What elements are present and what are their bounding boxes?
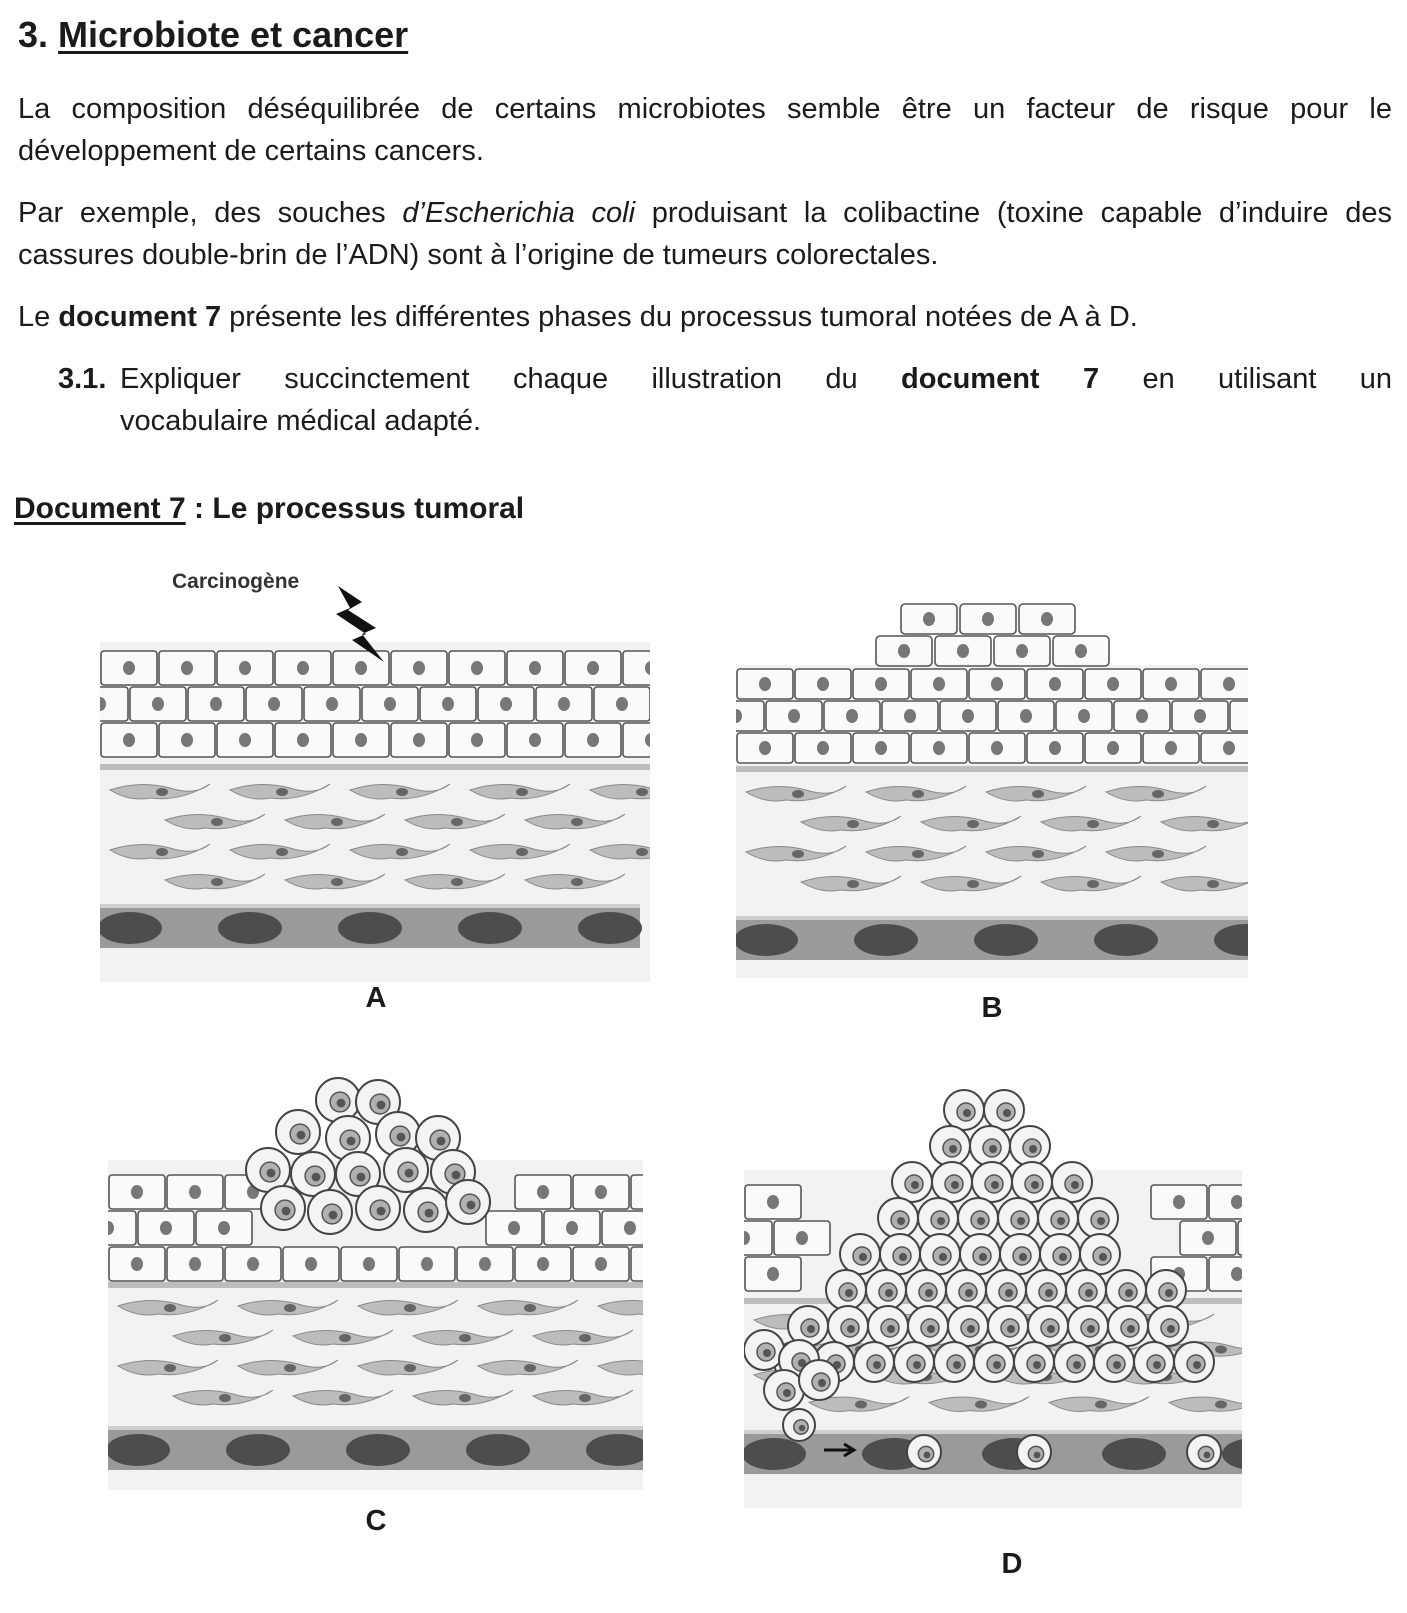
fibroblast-nucleus <box>571 818 583 826</box>
red-blood-cell <box>218 912 282 944</box>
fibroblast-nucleus <box>1087 880 1099 888</box>
cell-nucleus <box>413 661 425 675</box>
red-blood-cell <box>744 1438 806 1470</box>
question-number: 3.1. <box>58 363 107 395</box>
cell-nucleus <box>1136 709 1148 723</box>
hyperplasia-cells <box>876 604 1109 666</box>
epithelium-layer <box>100 651 650 757</box>
cell-nucleus <box>595 1185 607 1199</box>
tumor-cell-nucleus <box>297 1131 306 1140</box>
cell-nucleus <box>759 741 771 755</box>
fibroblast-nucleus <box>339 1334 351 1342</box>
cell-nucleus <box>471 661 483 675</box>
cell-nucleus <box>1107 741 1119 755</box>
cell-nucleus <box>160 1221 172 1235</box>
cell-nucleus <box>413 733 425 747</box>
cell-nucleus <box>218 1221 230 1235</box>
fibroblast-nucleus <box>855 1401 867 1409</box>
tumor-cell-nucleus <box>847 1325 855 1333</box>
cell-nucleus <box>1049 741 1061 755</box>
cell-nucleus <box>595 1257 607 1271</box>
tumor-cell-nucleus <box>1127 1325 1135 1333</box>
tumor-cell-nucleus <box>1071 1181 1079 1189</box>
cell-nucleus <box>875 677 887 691</box>
cell-nucleus <box>1075 644 1087 658</box>
epithelial-cell <box>602 1211 643 1245</box>
fibroblast-nucleus <box>1032 790 1044 798</box>
cell-nucleus <box>479 1257 491 1271</box>
cell-nucleus <box>875 741 887 755</box>
illustration-d-drawing <box>744 1080 1242 1508</box>
panel-label-b: B <box>981 992 1003 1024</box>
fibroblast-nucleus <box>219 1334 231 1342</box>
tumor-cell-nucleus <box>1034 1452 1041 1459</box>
fibroblast-nucleus <box>276 848 288 856</box>
tumor-cell-nucleus <box>913 1361 921 1369</box>
tumor-cell-nucleus <box>963 1109 971 1117</box>
red-blood-cell <box>466 1434 530 1466</box>
fibroblast-nucleus <box>1215 1401 1227 1409</box>
tumor-cell-nucleus <box>845 1289 853 1297</box>
fibroblast-nucleus <box>459 1394 471 1402</box>
fibroblast-nucleus <box>404 1304 416 1312</box>
paragraph-3-start: Le <box>18 301 59 333</box>
vessel-edge <box>108 1426 643 1430</box>
cell-nucleus <box>846 709 858 723</box>
tumor-cell-nucleus <box>1017 1217 1025 1225</box>
cell-nucleus <box>537 1257 549 1271</box>
tumor-cell-nucleus <box>967 1325 975 1333</box>
tumor-cell-nucleus <box>911 1181 919 1189</box>
fibroblast-nucleus <box>284 1304 296 1312</box>
tumor-cell-nucleus <box>799 1425 805 1431</box>
tumor-cell-nucleus <box>1007 1325 1015 1333</box>
paragraph-2-end: produisant la colibactine (toxine capable d’induire des cassures double-brin de l’ADN) sont à l’origine de tumeurs colorectales. <box>18 197 1392 271</box>
cell-nucleus <box>131 1185 143 1199</box>
cell-nucleus <box>788 709 800 723</box>
fibroblast-nucleus <box>1152 850 1164 858</box>
blood-vessel <box>108 1426 643 1470</box>
paragraph-2 <box>18 192 1392 276</box>
cell-nucleus <box>363 1257 375 1271</box>
epithelial-cell <box>1230 701 1248 731</box>
question-line-1 <box>120 358 1392 400</box>
cell-nucleus <box>384 697 396 711</box>
fibroblast-nucleus <box>516 788 528 796</box>
cell-nucleus <box>239 661 251 675</box>
cell-nucleus <box>1223 741 1235 755</box>
fibroblast-nucleus <box>847 820 859 828</box>
fibroblast-nucleus <box>451 878 463 886</box>
fibroblast-nucleus <box>331 878 343 886</box>
fibroblast-nucleus <box>156 848 168 856</box>
question-line-1-end: en utilisant un <box>1099 363 1393 395</box>
tumor-cell-nucleus <box>1005 1289 1013 1297</box>
cell-nucleus <box>529 661 541 675</box>
cell-nucleus <box>123 733 135 747</box>
cell-nucleus <box>933 741 945 755</box>
fibroblast-nucleus <box>524 1304 536 1312</box>
tumor-cell-nucleus <box>807 1325 815 1333</box>
fibroblast-nucleus <box>967 880 979 888</box>
red-blood-cell <box>458 912 522 944</box>
tumor-cell-nucleus <box>1031 1181 1039 1189</box>
tumor-cell-nucleus <box>965 1289 973 1297</box>
fibroblast-nucleus <box>1087 820 1099 828</box>
tumor-cell-nucleus <box>924 1452 931 1459</box>
tumor-cell-nucleus <box>818 1379 826 1387</box>
vessel-edge <box>100 904 640 908</box>
cell-nucleus <box>189 1257 201 1271</box>
cell-nucleus <box>529 733 541 747</box>
tumor-cell-nucleus <box>991 1181 999 1189</box>
document-label: Document 7 <box>14 492 186 525</box>
document-title-text: Le processus tumoral <box>212 492 525 525</box>
vessel-edge <box>744 1430 1242 1434</box>
paragraph-2-start: Par exemple, des souches <box>18 197 403 229</box>
red-blood-cell <box>1094 924 1158 956</box>
red-blood-cell <box>974 924 1038 956</box>
fibroblast-nucleus <box>579 1334 591 1342</box>
tumor-cell-nucleus <box>1029 1145 1037 1153</box>
fibroblast-nucleus <box>524 1364 536 1372</box>
cell-nucleus <box>991 677 1003 691</box>
cell-nucleus <box>1165 677 1177 691</box>
illustration-a <box>100 562 650 982</box>
tumor-cell-nucleus <box>282 1207 291 1216</box>
cell-nucleus <box>1020 709 1032 723</box>
section-number: 3. <box>18 14 49 55</box>
tumor-cell-nucleus <box>1073 1361 1081 1369</box>
cell-nucleus <box>767 1267 779 1281</box>
fibroblast-nucleus <box>331 818 343 826</box>
tumor-cell-nucleus <box>953 1361 961 1369</box>
cell-nucleus <box>131 1257 143 1271</box>
epithelial-cell <box>1238 1221 1242 1255</box>
fibroblast-nucleus <box>1152 790 1164 798</box>
red-blood-cell <box>578 912 642 944</box>
tumor-cell-nucleus <box>899 1253 907 1261</box>
tumor-cell-nucleus <box>927 1325 935 1333</box>
cell-nucleus <box>1223 677 1235 691</box>
fibroblast-nucleus <box>1207 820 1219 828</box>
fibroblast-nucleus <box>164 1304 176 1312</box>
tumor-cell-nucleus <box>993 1361 1001 1369</box>
question-document-reference: document 7 <box>901 363 1100 395</box>
paragraph-1: La composition déséquilibrée de certains microbiotes semble être un facteur de risque pour le développement de certains cancers. <box>18 93 1392 167</box>
document-reference: document 7 <box>58 301 222 333</box>
cell-nucleus <box>442 697 454 711</box>
fibroblast-nucleus <box>579 1394 591 1402</box>
cell-nucleus <box>305 1257 317 1271</box>
tumor-cell-nucleus <box>937 1217 945 1225</box>
fibroblast-nucleus <box>396 848 408 856</box>
cell-nucleus <box>1078 709 1090 723</box>
tumor-cell-nucleus <box>347 1137 356 1146</box>
cell-nucleus <box>923 612 935 626</box>
cell-nucleus <box>587 733 599 747</box>
question-line-2: vocabulaire médical adapté. <box>120 405 482 437</box>
red-blood-cell <box>854 924 918 956</box>
tumor-cell-nucleus <box>763 1349 771 1357</box>
fibroblast-nucleus <box>912 790 924 798</box>
tumor-cell-nucleus <box>897 1217 905 1225</box>
red-blood-cell <box>100 912 162 944</box>
fibroblast-nucleus <box>156 788 168 796</box>
cell-nucleus <box>239 733 251 747</box>
tumor-cell-nucleus <box>357 1173 366 1182</box>
fibroblast-nucleus <box>339 1394 351 1402</box>
fibroblast-nucleus <box>847 880 859 888</box>
fibroblast-nucleus <box>792 850 804 858</box>
tumor-cell-nucleus <box>1099 1253 1107 1261</box>
tumor-cell-nucleus <box>1167 1325 1175 1333</box>
vessel-edge <box>736 916 1248 920</box>
panel-label-c: C <box>365 1505 387 1537</box>
red-blood-cell <box>226 1434 290 1466</box>
cell-nucleus <box>1107 677 1119 691</box>
tumor-cell-nucleus <box>425 1209 434 1218</box>
tumor-cell-nucleus <box>979 1253 987 1261</box>
tumor-cell-nucleus <box>467 1201 476 1210</box>
cell-nucleus <box>1194 709 1206 723</box>
tumor-cell-nucleus <box>885 1289 893 1297</box>
red-blood-cell <box>108 1434 170 1466</box>
blood-vessel <box>736 916 1248 960</box>
tumor-cell-nucleus <box>873 1361 881 1369</box>
cell-nucleus <box>933 677 945 691</box>
cell-nucleus <box>355 661 367 675</box>
cell-nucleus <box>326 697 338 711</box>
tumor-cell-nucleus <box>437 1137 446 1146</box>
cell-nucleus <box>421 1257 433 1271</box>
fibroblast-nucleus <box>284 1364 296 1372</box>
cell-nucleus <box>471 733 483 747</box>
species-name: d’Escherichia coli <box>402 197 636 229</box>
cell-nucleus <box>982 612 994 626</box>
fibroblast-nucleus <box>219 1394 231 1402</box>
tumor-cell-nucleus <box>989 1145 997 1153</box>
illustration-b <box>736 570 1248 978</box>
illustration-c-drawing <box>108 1070 643 1490</box>
tumor-cell-nucleus <box>783 1389 791 1397</box>
cell-nucleus <box>181 661 193 675</box>
epithelial-cell <box>631 1175 643 1209</box>
cell-nucleus <box>355 733 367 747</box>
cell-nucleus <box>566 1221 578 1235</box>
section-title-text: Microbiote et cancer <box>58 14 409 55</box>
tumor-cell-nucleus <box>1165 1289 1173 1297</box>
cell-nucleus <box>991 741 1003 755</box>
question-line-1-start: Expliquer succinctement chaque illustration du <box>120 363 902 395</box>
red-blood-cell <box>346 1434 410 1466</box>
fibroblast-nucleus <box>1095 1401 1107 1409</box>
illustration-b-drawing <box>736 570 1248 978</box>
panel-label-a: A <box>365 982 387 1014</box>
cell-nucleus <box>181 733 193 747</box>
red-blood-cell <box>338 912 402 944</box>
cell-nucleus <box>957 644 969 658</box>
tumor-cell-nucleus <box>1097 1217 1105 1225</box>
cell-nucleus <box>817 677 829 691</box>
tumor-cell-nucleus <box>1057 1217 1065 1225</box>
cell-nucleus <box>297 661 309 675</box>
fibroblast-nucleus <box>211 818 223 826</box>
question-3-1 <box>58 358 1392 442</box>
tumor-cell-nucleus <box>1204 1452 1211 1459</box>
tumor-cell-nucleus <box>377 1101 386 1110</box>
illustration-c <box>108 1070 643 1490</box>
fibroblast-nucleus <box>211 878 223 886</box>
cell-nucleus <box>268 697 280 711</box>
tumor-cell-nucleus <box>1087 1325 1095 1333</box>
fibroblast-nucleus <box>164 1364 176 1372</box>
tumor-cell-nucleus <box>977 1217 985 1225</box>
fibroblast-nucleus <box>516 848 528 856</box>
cell-nucleus <box>904 709 916 723</box>
cell-nucleus <box>624 1221 636 1235</box>
tumor-cells <box>246 1078 490 1234</box>
panel-label-d: D <box>1001 1548 1023 1580</box>
illustration-d <box>744 1080 1242 1508</box>
cell-nucleus <box>1016 644 1028 658</box>
tumor-cell-nucleus <box>337 1099 346 1108</box>
carcinogen-label: Carcinogène <box>172 570 300 593</box>
cell-nucleus <box>1049 677 1061 691</box>
cell-nucleus <box>558 697 570 711</box>
cell-nucleus <box>1165 741 1177 755</box>
tumor-cell-nucleus <box>397 1133 406 1142</box>
tumor-cell-nucleus <box>452 1171 461 1180</box>
tumor-cell-nucleus <box>1059 1253 1067 1261</box>
illustration-a-drawing <box>100 562 650 982</box>
cell-nucleus <box>189 1185 201 1199</box>
tumor-cell-nucleus <box>951 1181 959 1189</box>
cell-nucleus <box>247 1257 259 1271</box>
cell-nucleus <box>1041 612 1053 626</box>
cell-nucleus <box>898 644 910 658</box>
cell-nucleus <box>123 661 135 675</box>
tumor-cell-nucleus <box>377 1207 386 1216</box>
tumor-cell-nucleus <box>859 1253 867 1261</box>
fibroblast-nucleus <box>1032 850 1044 858</box>
tumor-cell-nucleus <box>405 1169 414 1178</box>
cell-nucleus <box>1173 1195 1185 1209</box>
tumor-cell-nucleus <box>1047 1325 1055 1333</box>
tumor-cell-nucleus <box>1193 1361 1201 1369</box>
cell-nucleus <box>537 1185 549 1199</box>
fibroblast-nucleus <box>459 1334 471 1342</box>
cell-nucleus <box>508 1221 520 1235</box>
tumor-cell-nucleus <box>887 1325 895 1333</box>
paragraph-3 <box>18 296 1392 338</box>
fibroblast-nucleus <box>571 878 583 886</box>
tumor-cell-nucleus <box>1125 1289 1133 1297</box>
red-blood-cell <box>1102 1438 1166 1470</box>
fibroblast-nucleus <box>276 788 288 796</box>
tumor-cell-nucleus <box>1019 1253 1027 1261</box>
tumor-cell-nucleus <box>1045 1289 1053 1297</box>
cell-nucleus <box>767 1195 779 1209</box>
cell-nucleus <box>962 709 974 723</box>
tumor-cell-nucleus <box>1113 1361 1121 1369</box>
document-title <box>14 492 524 526</box>
cell-nucleus <box>297 733 309 747</box>
fibroblast-nucleus <box>967 820 979 828</box>
tumor-cell-nucleus <box>949 1145 957 1153</box>
cell-nucleus <box>759 677 771 691</box>
fibroblast-nucleus <box>1215 1346 1227 1354</box>
fibroblast-nucleus <box>451 818 463 826</box>
tumor-cell-nucleus <box>1153 1361 1161 1369</box>
cell-nucleus <box>210 697 222 711</box>
epithelial-cell <box>631 1247 643 1281</box>
cell-nucleus <box>152 697 164 711</box>
blood-vessel <box>744 1430 1242 1474</box>
red-blood-cell <box>736 924 798 956</box>
blood-vessel <box>100 904 642 948</box>
tumor-cell-nucleus <box>925 1289 933 1297</box>
fibroblast-nucleus <box>975 1401 987 1409</box>
tumor-cell-nucleus <box>267 1169 276 1178</box>
cell-nucleus <box>1202 1231 1214 1245</box>
tumor-cell-nucleus <box>1003 1109 1011 1117</box>
tumor-cell-nucleus <box>1085 1289 1093 1297</box>
tumor-cell-nucleus <box>312 1173 321 1182</box>
cell-nucleus <box>616 697 628 711</box>
cell-nucleus <box>500 697 512 711</box>
fibroblast-nucleus <box>404 1364 416 1372</box>
fibroblast-nucleus <box>636 788 648 796</box>
tumor-cell-nucleus <box>329 1211 338 1220</box>
fibroblast-nucleus <box>792 790 804 798</box>
tumor-cell-nucleus <box>939 1253 947 1261</box>
fibroblast-nucleus <box>912 850 924 858</box>
cell-nucleus <box>817 741 829 755</box>
fibroblast-nucleus <box>636 848 648 856</box>
fibroblast-nucleus <box>1207 880 1219 888</box>
cell-nucleus <box>796 1231 808 1245</box>
document-separator: : <box>185 492 213 525</box>
tumor-cell-nucleus <box>1033 1361 1041 1369</box>
section-title <box>18 14 408 56</box>
paragraph-3-end: présente les différentes phases du processus tumoral notées de A à D. <box>221 301 1138 333</box>
cell-nucleus <box>587 661 599 675</box>
fibroblast-nucleus <box>396 788 408 796</box>
